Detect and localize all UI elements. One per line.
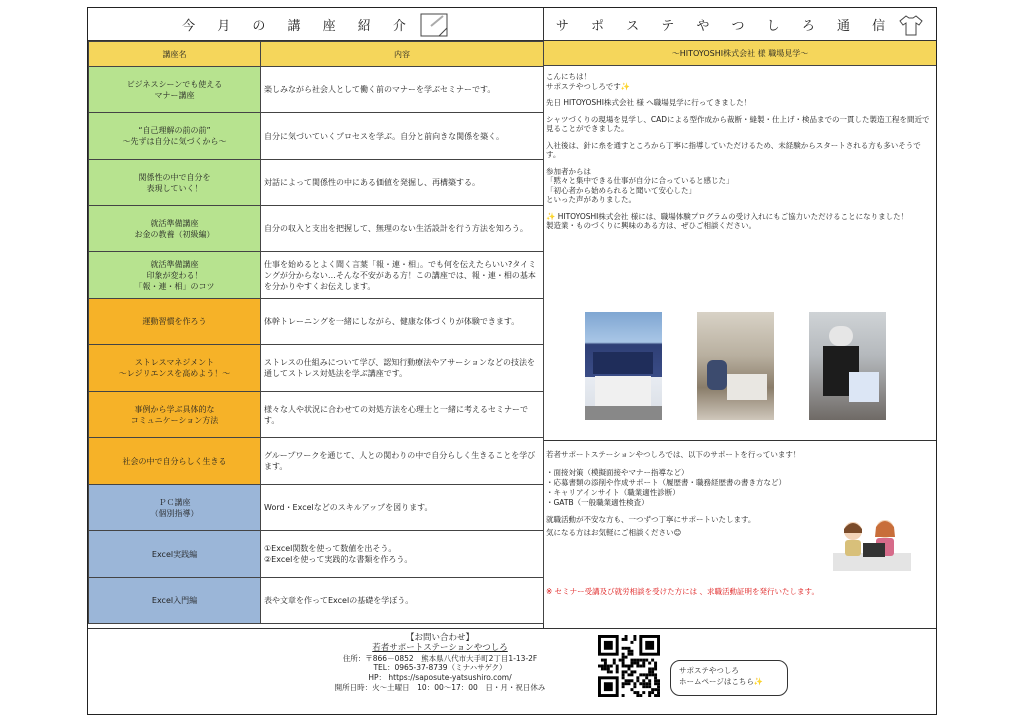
footer-divider (88, 628, 936, 629)
course-row (89, 578, 544, 624)
newsletter-frame (87, 7, 937, 715)
article-paragraph: 先日 HITOYOSHI株式会社 様 へ職場見学に行ってきました！ (546, 98, 752, 107)
contact-footer (300, 634, 580, 693)
course-row (89, 252, 544, 299)
support-closing-1: 就職活動が不安な方も、一つずつ丁寧にサポートいたします。 (546, 515, 756, 524)
course-content: 体幹トレーニングを一緒にしながら、健康な体づくりが体験できます。 (261, 299, 544, 345)
tshirt-icon (898, 14, 924, 36)
course-content: 仕事を始めるとよく聞く言葉「報・連・相」。でも何を伝えたらいい?タイミングが分からない…そんな不安がある方！この講座では、報・連・相の基本を分かりやすくお伝えします。 (261, 252, 544, 299)
course-content: 自分の収入と支出を把握して、無理のない生活設計を行う方法を知ろう。 (261, 206, 544, 252)
support-item: ・GATB（一般職業適性検査） (546, 498, 649, 507)
article-title: ～HITOYOSHI株式会社 様 職場見学～ (544, 41, 936, 66)
course-name: ストレスマネジメント ～レジリエンスを高めよう！～ (89, 345, 261, 392)
worker-pressing-photo (809, 312, 886, 420)
course-row (89, 67, 544, 113)
counseling-illustration (833, 513, 913, 571)
article-body (546, 72, 934, 238)
contact-title: 【お問い合わせ】 (405, 633, 474, 643)
course-row (89, 160, 544, 206)
courses-header (88, 8, 543, 41)
course-content: 様々な人や状況に合わせての対処方法を心理士と一緒に考えるセミナーです。 (261, 392, 544, 438)
course-content: 自分に気づいていくプロセスを学ぶ。自分と前向きな関係を築く。 (261, 113, 544, 160)
course-table (88, 41, 544, 624)
course-name: ビジネスシーンでも使える マナー講座 (89, 67, 261, 113)
support-closing-2: 気になる方はお気軽にご相談ください😊 (546, 528, 682, 537)
course-name: 就活準備講座 印象が変わる！ 「報・連・相」のコツ (89, 252, 261, 299)
course-row (89, 299, 544, 345)
course-name: 事例から学ぶ具体的な コミュニケーション方法 (89, 392, 261, 438)
notepad-icon (419, 12, 449, 38)
sewing-floor-photo (697, 312, 774, 420)
course-name: 社会の中で自分らしく生きる (89, 438, 261, 485)
col-header-content: 内容 (261, 42, 544, 67)
course-content: ストレスの仕組みについて学び、認知行動療法やアサーションなどの技法を通してストレス対処法を学ぶ講座です。 (261, 345, 544, 392)
course-content: 楽しみながら社会人として働く前のマナーを学ぶセミナーです。 (261, 67, 544, 113)
homepage-link[interactable]: HP： https://saposute-yatsushiro.com/ (368, 673, 512, 683)
course-name: 運動習慣を作ろう (89, 299, 261, 345)
support-item: ・応募書類の添削や作成サポート（履歴書・職務経歴書の書き方など） (546, 478, 786, 487)
course-row (89, 438, 544, 485)
course-content: Word・Excelなどのスキルアップを図ります。 (261, 485, 544, 531)
article-paragraph: シャツづくりの現場を見学し、CADによる型作成から裁断・縫製・仕上げ・検品までの一貫した製造工程を間近で見ることができました。 (546, 114, 930, 133)
course-row (89, 206, 544, 252)
org-name: 若者サポートステーションやつしろ (372, 642, 508, 653)
course-name: “自己理解の前の前” ～先ずは自分に気づくから～ (89, 113, 261, 160)
support-item: ・面接対策（模擬面接やマナー指導など） (546, 468, 689, 477)
course-content: ①Excel関数を使って数値を出そう。 ②Excelを使って実践的な書類を作ろう。 (261, 531, 544, 578)
article-paragraph: 参加者からは 「黙々と集中できる仕事が自分に合っていると感じた」 「初心者から始められると聞いて安心した」 といった声がありました。 (546, 166, 734, 204)
course-name: Excel入門編 (89, 578, 261, 624)
newsletter-header (544, 8, 936, 41)
course-content: 対話によって関係性の中にある価値を発掘し、再構築する。 (261, 160, 544, 206)
course-row (89, 531, 544, 578)
course-name: ＰＣ講座 （個別指導） (89, 485, 261, 531)
article-paragraph: 入社後は、針に糸を通すところから丁寧に指導していただけるため、未経験からスタートされる方も多いそうです。 (546, 140, 921, 159)
course-name: Excel実践編 (89, 531, 261, 578)
article-paragraph: ✨ HITOYOSHI株式会社 様には、職場体験プログラムの受け入れにもご協力いただけることになりました！ 製造業・ものづくりに興味のある方は、ぜひご相談ください。 (546, 211, 909, 230)
col-header-name: 講座名 (89, 42, 261, 67)
course-name: 就活準備講座 お金の教養（初級編） (89, 206, 261, 252)
opening-hours: 開所日時：火～土曜日 10：00～17：00 日・月・祝日休み (334, 682, 546, 692)
article-paragraph: こんにちは！ サポステやつしろです✨ (546, 72, 631, 91)
course-name: 関係性の中で自分を 表現していく！ (89, 160, 261, 206)
tel: TEL：0965-37-8739（ミナハサゲク） (373, 663, 507, 673)
course-row (89, 392, 544, 438)
course-row (89, 345, 544, 392)
address: 住所：〒866－0852 熊本県八代市大手町2丁目1-13-2F (342, 653, 538, 663)
newsletter-title: サ ポ ス テ や つ し ろ 通 信 (555, 19, 895, 34)
qr-code-icon[interactable] (598, 635, 660, 697)
section-divider (544, 440, 936, 441)
support-item: ・キャリアインサイト（職業適性診断） (546, 488, 680, 497)
support-intro: 若者サポートステーションやつしろでは、以下のサポートを行っています！ (546, 450, 801, 459)
courses-title: 今 月 の 講 座 紹 介 (182, 19, 415, 34)
course-row (89, 113, 544, 160)
course-row (89, 485, 544, 531)
homepage-bubble: サポステやつしろ ホームページはこちら✨ (670, 660, 788, 696)
course-content: グループワークを通じて、人との関わりの中で自分らしく生きることを学びます。 (261, 438, 544, 485)
course-content: 表や文章を作ってExcelの基礎を学ぼう。 (261, 578, 544, 624)
certificate-note: ※ セミナー受講及び就労相談を受けた方には 、求職活動証明を発行いたします。 (546, 587, 819, 596)
factory-building-photo (585, 312, 662, 420)
